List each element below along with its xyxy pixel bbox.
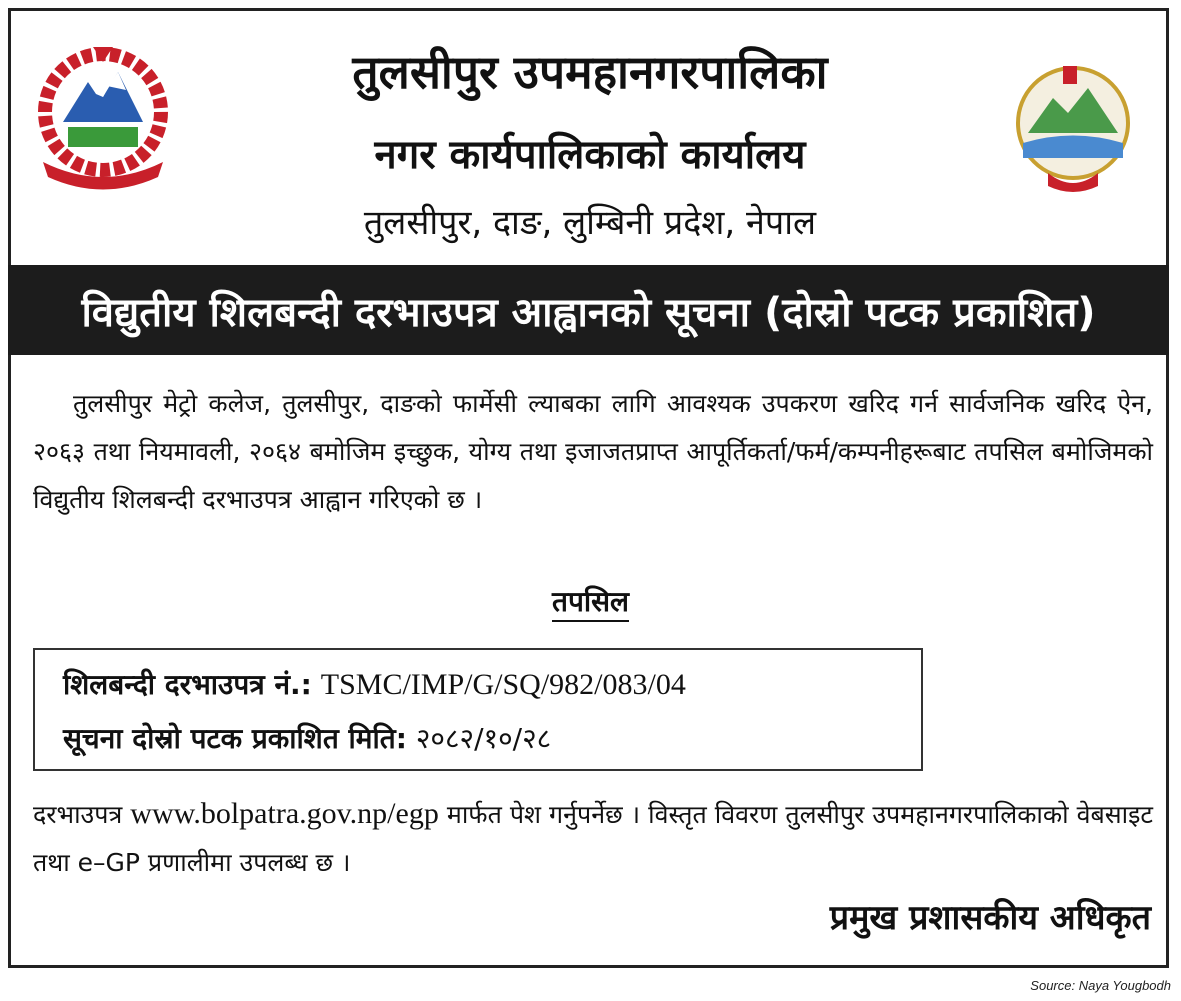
signatory-title: प्रमुख प्रशासकीय अधिकृत xyxy=(829,898,1151,938)
bid-number-value: TSMC/IMP/G/SQ/982/083/04 xyxy=(320,668,686,701)
notice-title: विद्युतीय शिलबन्दी दरभाउपत्र आह्वानको सूचना (दोस्रो पटक प्रकाशित) xyxy=(81,289,1096,336)
publish-date-row xyxy=(63,712,893,766)
submission-post: मार्फत पेश गर्नुपर्नेछ । विस्तृत विवरण तुलसीपुर उपमहानगरपालिकाको वेबसाइट तथा e–GP प्रणालीमा उपलब्ध छ । xyxy=(33,800,1154,877)
schedule-heading xyxy=(0,582,1181,620)
submission-paragraph xyxy=(33,790,1153,887)
nepal-government-emblem xyxy=(38,42,168,192)
publish-date-value: २०८२/१०/२८ xyxy=(415,722,552,755)
notice-title-bar xyxy=(8,265,1169,355)
schedule-heading-text: तपसिल xyxy=(552,585,629,622)
bid-number-row xyxy=(63,658,893,712)
municipality-name: तुलसीपुर उपमहानगरपालिका xyxy=(352,45,828,99)
office-name: नगर कार्यपालिकाको कार्यालय xyxy=(374,132,806,178)
publish-date-label: सूचना दोस्रो पटक प्रकाशित मिति: xyxy=(63,722,407,755)
tulsipur-municipality-logo xyxy=(1008,48,1138,198)
bid-number-label: शिलबन्दी दरभाउपत्र नं.: xyxy=(63,668,312,701)
source-credit: Source: Naya Yougbodh xyxy=(1030,978,1171,993)
bolpatra-link[interactable]: www.bolpatra.gov.np/egp xyxy=(130,797,439,830)
bid-details-box xyxy=(33,648,923,771)
intro-paragraph: तुलसीपुर मेट्रो कलेज, तुलसीपुर, दाङको फार्मेसी ल्याबका लागि आवश्यक उपकरण खरिद गर्न सार्वजनिक खरिद ऐन, २०६३ तथा नियमावली, २०६४ बमोजिम इच्छुक, योग्य तथा इजाजतप्राप्त आपूर्तिकर्ता/फर्म/कम्पनीहरूबाट तपसिल बमोजिमको विद्युतीय शिलबन्दी दरभाउपत्र आह्वान गरिएको छ । xyxy=(33,389,1153,514)
office-address: तुलसीपुर, दाङ, लुम्बिनी प्रदेश, नेपाल xyxy=(363,203,817,243)
submission-pre: दरभाउपत्र xyxy=(33,800,123,829)
